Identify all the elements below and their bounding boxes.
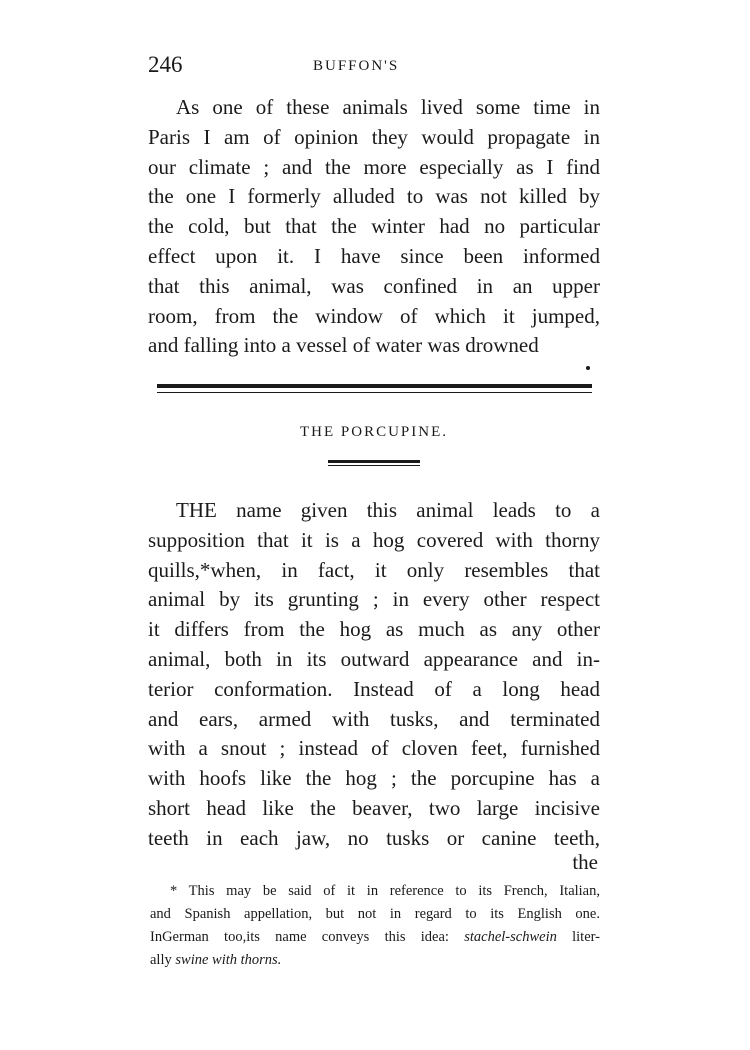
stray-dot: [586, 366, 590, 370]
footnote-line: * This may be said of it in reference to its French, Italian,: [170, 883, 600, 899]
paragraph-porcupine: [148, 496, 600, 854]
footnote-line: [150, 949, 600, 972]
section-divider-thick: [157, 384, 592, 388]
footnote-text: InGerman too,its name conveys this idea:: [150, 929, 449, 945]
text-line: the cold, but that the winter had no particular: [148, 214, 600, 239]
text-line: and ears, armed with tusks, and terminated: [148, 706, 600, 731]
footnote-italic-translation: swine with thorns.: [175, 952, 282, 968]
text-line: effect upon it. I have since been informed: [148, 243, 600, 268]
title-ornament-rule: [328, 460, 420, 463]
footnote-text: liter-: [556, 929, 601, 945]
text-line: supposition that it is a hog covered with thorny: [148, 527, 600, 552]
footnote-italic-term: stachel-schwein: [464, 929, 557, 945]
footnote-line: [150, 926, 600, 949]
text-line: Paris I am of opinion they would propagate in: [148, 124, 600, 149]
text-line: our climate ; and the more especially as I find: [148, 154, 600, 179]
catchword: the: [572, 850, 598, 874]
text-line: terior conformation. Instead of a long head: [148, 676, 600, 701]
text-line: animal by its grunting ; in every other respect: [148, 587, 600, 612]
page-header: [148, 52, 598, 82]
text-line: with hoofs like the hog ; the porcupine has a: [148, 766, 600, 791]
text-line: with a snout ; instead of cloven feet, furnished: [148, 736, 600, 761]
footnote-text: ally: [150, 952, 176, 968]
footnote-line: and Spanish appellation, but not in regard to its English one.: [150, 906, 600, 922]
text-line: teeth in each jaw, no tusks or canine teeth,: [148, 825, 600, 850]
running-head: BUFFON'S: [313, 58, 400, 74]
title-ornament-rule-thin: [328, 465, 420, 466]
paragraph-continuation: [148, 93, 600, 361]
footnote: [150, 880, 600, 972]
text-line: short head like the beaver, two large incisive: [148, 795, 600, 820]
text-line: it differs from the hog as much as any other: [148, 617, 600, 642]
section-divider-thin: [157, 392, 592, 393]
page-number: 246: [148, 52, 183, 77]
section-title: THE PORCUPINE.: [299, 424, 448, 440]
text-line: THE name given this animal leads to a: [176, 498, 600, 522]
text-line: animal, both in its outward appearance and in-: [148, 646, 600, 671]
text-line: room, from the window of which it jumped,: [148, 303, 600, 328]
text-line: quills,*when, in fact, it only resembles that: [148, 557, 600, 582]
text-line: and falling into a vessel of water was drowned: [148, 333, 539, 358]
text-line: the one I formerly alluded to was not killed by: [148, 184, 600, 209]
text-line: that this animal, was confined in an upper: [148, 273, 600, 298]
text-line: As one of these animals lived some time in: [176, 95, 600, 119]
